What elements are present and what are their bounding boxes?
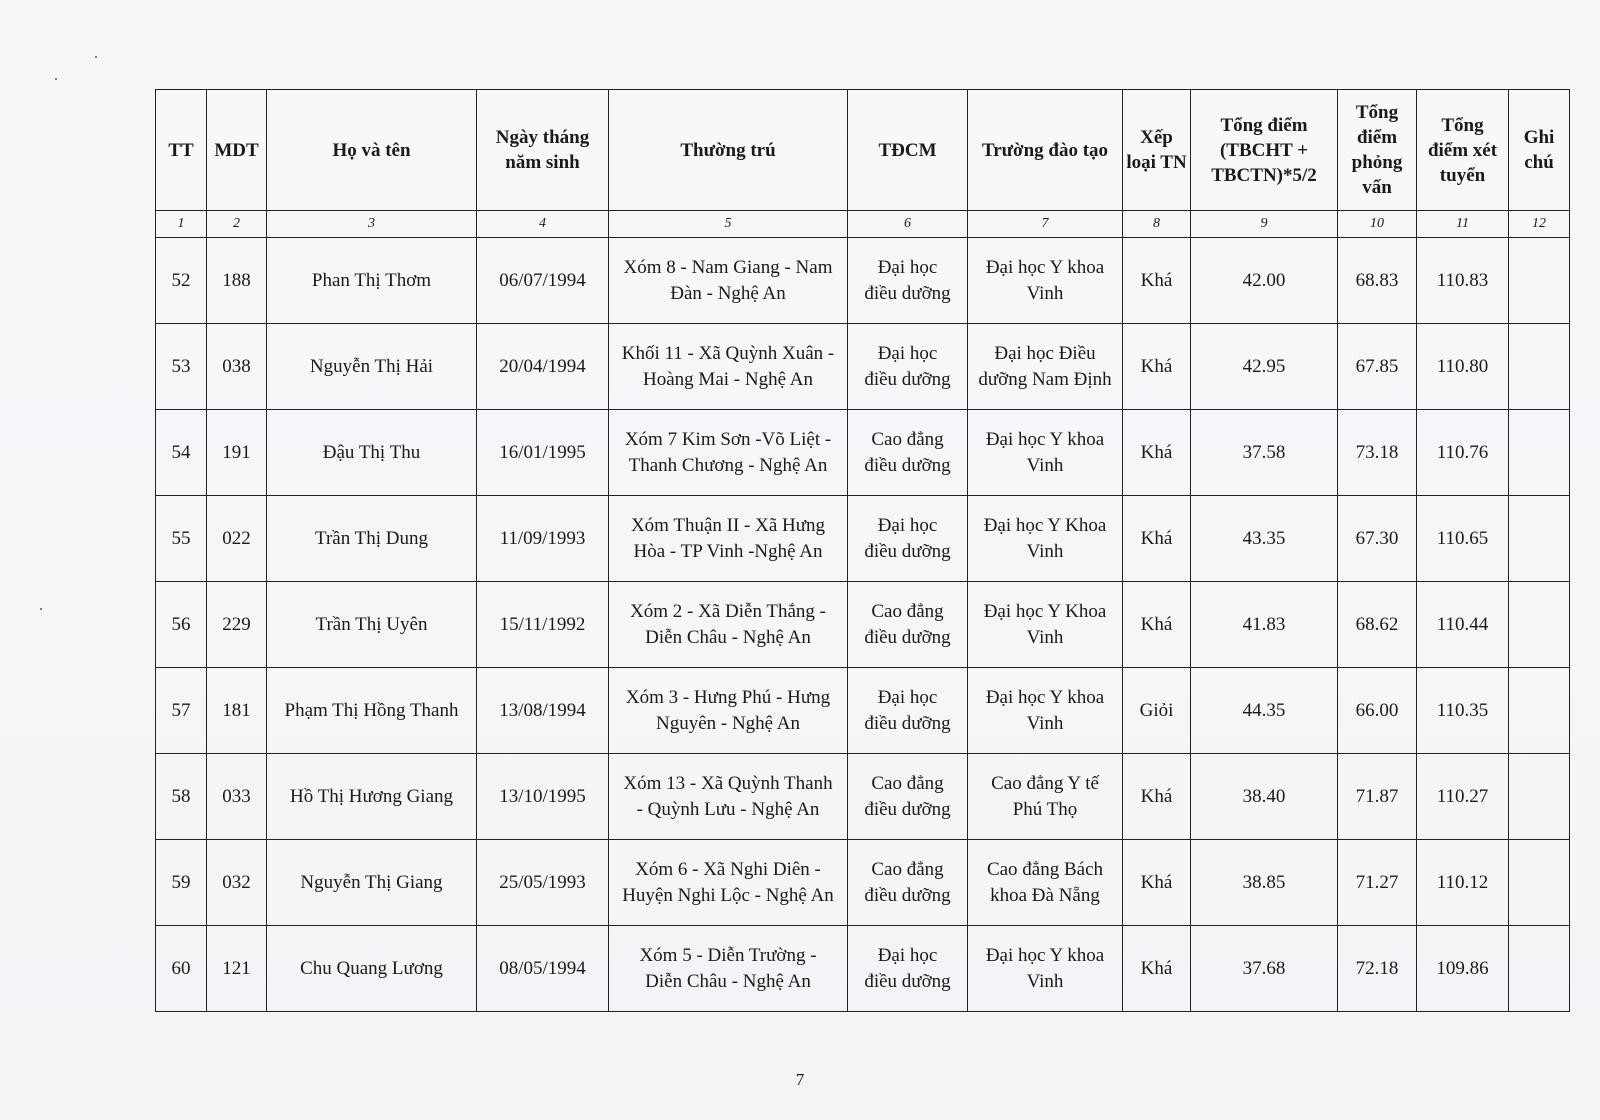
cell-training-school-line: Vinh [1026,454,1064,476]
cell-tt: 59 [156,840,207,926]
cell-notes [1509,840,1570,926]
cell-training-school-line: Cao đẳng Bách [986,858,1104,880]
cell-mdt: 229 [207,582,267,668]
cell-interview-score: 71.87 [1338,754,1417,840]
header-interview-score: Tổng điểm phỏng vấn [1338,90,1417,211]
cell-qualification-line: Cao đẳng [871,428,944,450]
cell-date-of-birth: 15/11/1992 [477,582,609,668]
scan-speck [95,56,97,58]
column-number: 8 [1123,211,1191,238]
cell-interview-score: 71.27 [1338,840,1417,926]
cell-score: 43.35 [1191,496,1338,582]
cell-permanent-address [609,238,848,324]
table-row [156,668,1570,754]
cell-interview-score: 72.18 [1338,926,1417,1012]
cell-permanent-address [609,668,848,754]
cell-permanent-address [609,324,848,410]
cell-tt: 52 [156,238,207,324]
column-number: 11 [1417,211,1509,238]
cell-full-name: Phan Thị Thơm [267,238,477,324]
cell-notes [1509,410,1570,496]
cell-permanent-address-line: Diễn Châu - Nghệ An [645,970,811,992]
cell-qualification-line: điều dưỡng [864,798,951,820]
cell-full-name: Hồ Thị Hương Giang [267,754,477,840]
cell-date-of-birth: 20/04/1994 [477,324,609,410]
cell-full-name: Đậu Thị Thu [267,410,477,496]
scan-speck [40,608,42,610]
cell-date-of-birth: 13/08/1994 [477,668,609,754]
cell-permanent-address-line: Diễn Châu - Nghệ An [645,626,811,648]
cell-qualification [848,754,968,840]
cell-full-name: Nguyễn Thị Giang [267,840,477,926]
table-row [156,238,1570,324]
cell-admission-score: 110.76 [1417,410,1509,496]
cell-training-school-line: Đại học Điều [994,342,1096,364]
cell-tt: 55 [156,496,207,582]
cell-training-school-line: khoa Đà Nẵng [990,884,1100,906]
cell-admission-score: 110.27 [1417,754,1509,840]
table-row [156,496,1570,582]
cell-admission-score: 110.44 [1417,582,1509,668]
cell-permanent-address-line: Nguyên - Nghệ An [655,712,801,734]
cell-interview-score: 73.18 [1338,410,1417,496]
cell-permanent-address-line: - Quỳnh Lưu - Nghệ An [636,798,820,820]
table-row [156,324,1570,410]
page-number: 7 [795,1070,805,1089]
cell-score: 41.83 [1191,582,1338,668]
cell-date-of-birth: 25/05/1993 [477,840,609,926]
cell-date-of-birth: 13/10/1995 [477,754,609,840]
cell-permanent-address-line: Xóm 6 - Xã Nghi Diên - [635,858,821,880]
cell-permanent-address-line: Xóm 3 - Hưng Phú - Hưng [625,686,831,708]
cell-admission-score: 110.65 [1417,496,1509,582]
column-number: 4 [477,211,609,238]
cell-qualification-line: điều dưỡng [864,282,951,304]
cell-permanent-address [609,582,848,668]
cell-qualification [848,410,968,496]
cell-admission-score: 110.12 [1417,840,1509,926]
cell-qualification-line: Cao đẳng [871,600,944,622]
candidate-ranking-table [155,89,1570,1012]
cell-notes [1509,496,1570,582]
cell-permanent-address [609,840,848,926]
header-permanent-address: Thường trú [609,90,848,211]
cell-permanent-address-line: Hoàng Mai - Nghệ An [643,368,813,390]
cell-date-of-birth: 16/01/1995 [477,410,609,496]
header-mdt: MDT [207,90,267,211]
cell-training-school [968,754,1123,840]
cell-full-name: Nguyễn Thị Hải [267,324,477,410]
cell-score: 38.85 [1191,840,1338,926]
cell-notes [1509,324,1570,410]
cell-training-school-line: Đại học Y Khoa [983,600,1107,622]
cell-qualification-line: điều dưỡng [864,454,951,476]
cell-qualification-line: Cao đẳng [871,772,944,794]
cell-date-of-birth: 11/09/1993 [477,496,609,582]
table-row [156,582,1570,668]
cell-graduation-rank: Khá [1123,496,1191,582]
header-row [156,90,1570,211]
cell-training-school [968,582,1123,668]
cell-interview-score: 66.00 [1338,668,1417,754]
cell-graduation-rank: Khá [1123,840,1191,926]
cell-qualification [848,496,968,582]
cell-qualification [848,582,968,668]
cell-qualification-line: Đại học [877,256,938,278]
cell-training-school [968,840,1123,926]
cell-training-school [968,926,1123,1012]
cell-qualification [848,668,968,754]
cell-interview-score: 68.83 [1338,238,1417,324]
cell-full-name: Trần Thị Uyên [267,582,477,668]
cell-score: 38.40 [1191,754,1338,840]
header-full-name: Họ và tên [267,90,477,211]
cell-permanent-address-line: Xóm Thuận II - Xã Hưng [630,514,826,536]
cell-mdt: 121 [207,926,267,1012]
cell-training-school-line: Phú Thọ [1012,798,1078,820]
cell-training-school-line: Vinh [1026,712,1064,734]
cell-training-school-line: Đại học Y khoa [985,686,1105,708]
cell-permanent-address [609,496,848,582]
cell-notes [1509,754,1570,840]
cell-qualification-line: điều dưỡng [864,540,951,562]
cell-mdt: 191 [207,410,267,496]
cell-qualification-line: Cao đẳng [871,858,944,880]
table-row [156,410,1570,496]
cell-training-school-line: Vinh [1026,970,1064,992]
cell-graduation-rank: Khá [1123,238,1191,324]
cell-mdt: 181 [207,668,267,754]
cell-permanent-address [609,926,848,1012]
cell-date-of-birth: 06/07/1994 [477,238,609,324]
cell-graduation-rank: Khá [1123,926,1191,1012]
column-number: 2 [207,211,267,238]
cell-date-of-birth: 08/05/1994 [477,926,609,1012]
cell-training-school-line: Đại học Y khoa [985,256,1105,278]
cell-permanent-address-line: Đàn - Nghệ An [670,282,786,304]
cell-training-school [968,324,1123,410]
cell-qualification [848,840,968,926]
cell-training-school-line: Đại học Y khoa [985,944,1105,966]
cell-score: 42.95 [1191,324,1338,410]
table-row [156,926,1570,1012]
cell-score: 42.00 [1191,238,1338,324]
header-notes: Ghi chú [1509,90,1570,211]
column-number: 9 [1191,211,1338,238]
header-training-school: Trường đào tạo [968,90,1123,211]
cell-qualification [848,926,968,1012]
cell-tt: 58 [156,754,207,840]
cell-permanent-address-line: Khối 11 - Xã Quỳnh Xuân - [621,342,835,364]
cell-notes [1509,926,1570,1012]
cell-training-school-line: Đại học Y khoa [985,428,1105,450]
cell-notes [1509,668,1570,754]
cell-training-school [968,410,1123,496]
header-graduation-rank: Xếp loại TN [1123,90,1191,211]
cell-qualification-line: Đại học [877,342,938,364]
header-date-of-birth: Ngày tháng năm sinh [477,90,609,211]
column-number: 5 [609,211,848,238]
cell-qualification-line: điều dưỡng [864,884,951,906]
cell-training-school-line: dưỡng Nam Định [978,368,1112,390]
cell-interview-score: 67.85 [1338,324,1417,410]
column-number: 6 [848,211,968,238]
header-qualification: TĐCM [848,90,968,211]
scan-speck [55,78,57,80]
cell-score: 37.58 [1191,410,1338,496]
cell-permanent-address-line: Huyện Nghi Lộc - Nghệ An [622,884,834,906]
cell-permanent-address-line: Xóm 5 - Diễn Trường - [639,944,817,966]
cell-admission-score: 110.35 [1417,668,1509,754]
cell-graduation-rank: Khá [1123,582,1191,668]
cell-training-school-line: Vinh [1026,626,1064,648]
cell-qualification [848,324,968,410]
cell-qualification-line: điều dưỡng [864,712,951,734]
cell-permanent-address-line: Xóm 13 - Xã Quỳnh Thanh [623,772,833,794]
table-body [156,238,1570,1012]
cell-permanent-address [609,410,848,496]
cell-full-name: Chu Quang Lương [267,926,477,1012]
cell-mdt: 038 [207,324,267,410]
cell-permanent-address-line: Xóm 8 - Nam Giang - Nam [623,256,833,278]
cell-training-school [968,238,1123,324]
cell-admission-score: 110.80 [1417,324,1509,410]
cell-qualification-line: Đại học [877,514,938,536]
cell-interview-score: 67.30 [1338,496,1417,582]
column-number: 1 [156,211,207,238]
column-number: 10 [1338,211,1417,238]
cell-permanent-address [609,754,848,840]
cell-interview-score: 68.62 [1338,582,1417,668]
cell-tt: 60 [156,926,207,1012]
column-number: 12 [1509,211,1570,238]
header-score-formula: Tổng điểm (TBCHT + TBCTN)*5/2 [1191,90,1338,211]
cell-qualification-line: điều dưỡng [864,626,951,648]
cell-score: 37.68 [1191,926,1338,1012]
cell-qualification-line: Đại học [877,944,938,966]
column-number: 3 [267,211,477,238]
cell-qualification-line: điều dưỡng [864,970,951,992]
cell-qualification-line: điều dưỡng [864,368,951,390]
cell-graduation-rank: Khá [1123,324,1191,410]
cell-permanent-address-line: Hòa - TP Vinh -Nghệ An [633,540,823,562]
cell-mdt: 022 [207,496,267,582]
cell-tt: 53 [156,324,207,410]
table-row [156,754,1570,840]
cell-notes [1509,238,1570,324]
header-tt: TT [156,90,207,211]
column-number: 7 [968,211,1123,238]
cell-graduation-rank: Giỏi [1123,668,1191,754]
cell-notes [1509,582,1570,668]
cell-mdt: 032 [207,840,267,926]
cell-tt: 54 [156,410,207,496]
cell-score: 44.35 [1191,668,1338,754]
table-row [156,840,1570,926]
cell-permanent-address-line: Xóm 2 - Xã Diễn Thắng - [630,600,826,622]
cell-admission-score: 109.86 [1417,926,1509,1012]
cell-training-school-line: Vinh [1026,282,1064,304]
cell-training-school [968,668,1123,754]
cell-training-school-line: Cao đẳng Y tế [991,772,1099,794]
cell-training-school-line: Vinh [1026,540,1064,562]
cell-permanent-address-line: Xóm 7 Kim Sơn -Võ Liệt - [624,428,832,450]
header-admission-score: Tổng điểm xét tuyển [1417,90,1509,211]
cell-graduation-rank: Khá [1123,410,1191,496]
cell-mdt: 033 [207,754,267,840]
cell-graduation-rank: Khá [1123,754,1191,840]
cell-tt: 57 [156,668,207,754]
cell-training-school-line: Đại học Y Khoa [983,514,1107,536]
cell-qualification-line: Đại học [877,686,938,708]
cell-full-name: Trần Thị Dung [267,496,477,582]
cell-full-name: Phạm Thị Hồng Thanh [267,668,477,754]
cell-tt: 56 [156,582,207,668]
cell-training-school [968,496,1123,582]
cell-permanent-address-line: Thanh Chương - Nghệ An [628,454,828,476]
cell-qualification [848,238,968,324]
cell-admission-score: 110.83 [1417,238,1509,324]
column-number-row [156,211,1570,238]
cell-mdt: 188 [207,238,267,324]
